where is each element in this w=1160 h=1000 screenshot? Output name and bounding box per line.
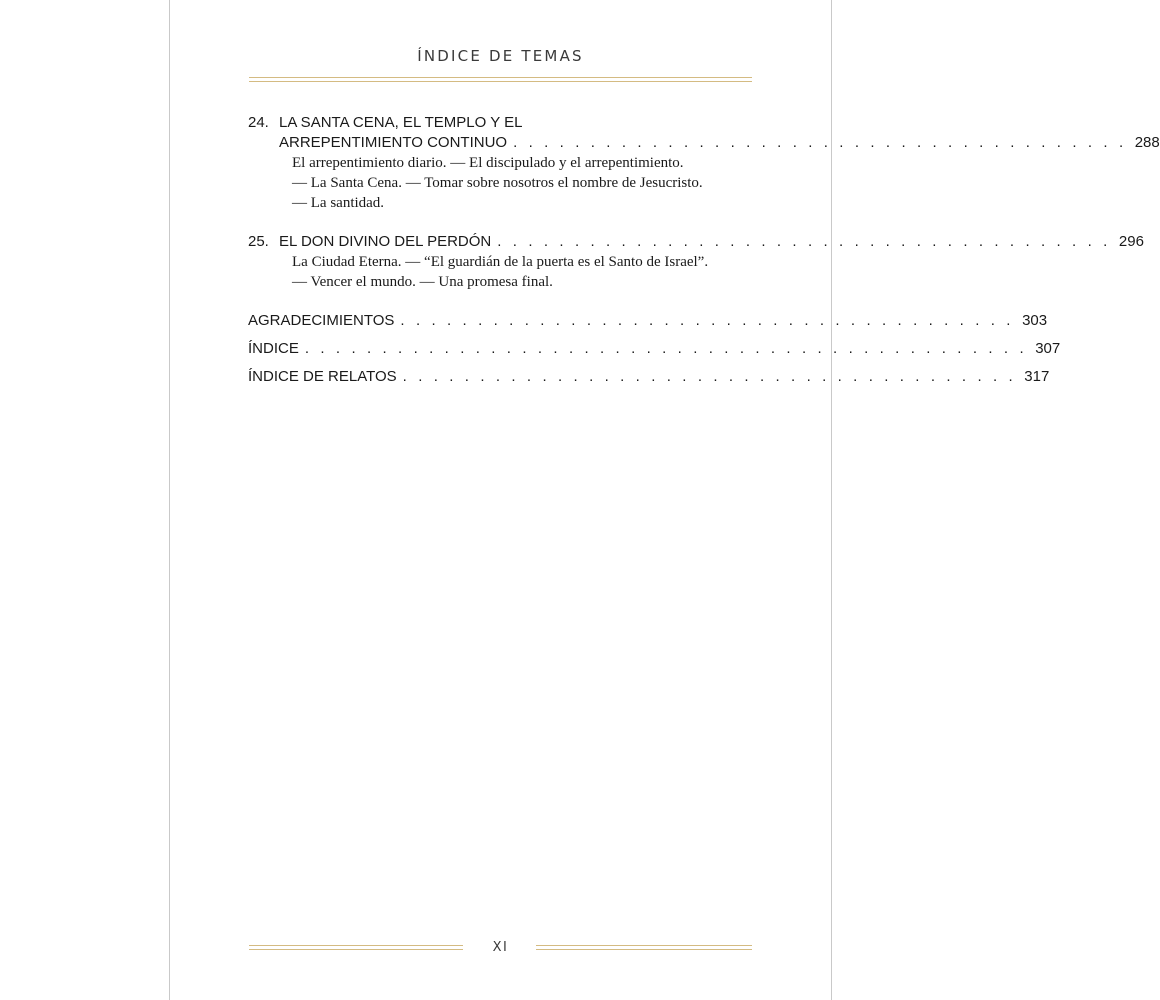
page-folio: XI [492, 940, 509, 955]
running-header: ÍNDICE DE TEMAS [417, 47, 584, 65]
entry-title: AGRADECIMIENTOS [248, 312, 395, 329]
toc-entry-title-row [248, 232, 1144, 252]
entry-page-number: 317 [1024, 368, 1050, 385]
dot-leader: . . . . . . . . . . . . . . . . . . . . . . . . . . . . . . . . . . . . . . . . [497, 233, 1111, 250]
dot-leader: . . . . . . . . . . . . . . . . . . . . . . . . . . . . . . . . . . . . . . . . [400, 312, 1015, 329]
toc-entry-25[interactable] [248, 232, 1144, 292]
entry-page-number: 288 [1134, 134, 1160, 151]
entry-title: EL DON DIVINO DEL PERDÓN [279, 233, 492, 250]
toc-entry-title-row [248, 113, 750, 133]
dot-leader: . . . . . . . . . . . . . . . . . . . . . . . . . . . . . . . . . . . . . . . . [402, 368, 1017, 385]
entry-number: 24. [248, 114, 269, 131]
entry-subtopic-line: — Vencer el mundo. — Una promesa final. [292, 274, 553, 290]
toc-backmatter-agradecimientos[interactable] [248, 311, 1048, 331]
toc-entry-title-row [248, 133, 1160, 153]
entry-title: ÍNDICE DE RELATOS [248, 368, 397, 385]
toc-backmatter-indice[interactable] [248, 339, 1061, 359]
entry-subtopic-line: — La santidad. [292, 195, 385, 211]
toc-backmatter-indice-de-relatos[interactable] [248, 367, 1050, 387]
entry-title: ARREPENTIMIENTO CONTINUO [279, 134, 508, 151]
entry-subtopic-line: El arrepentimiento diario. — El discipulado y el arrepentimiento. [292, 155, 684, 171]
table-of-contents [248, 113, 1160, 395]
footer-rule-right [536, 945, 752, 950]
entry-number: 25. [248, 233, 269, 250]
dot-leader: . . . . . . . . . . . . . . . . . . . . . . . . . . . . . . . . . . . . . . . . . . . . . . . [304, 340, 1028, 357]
header-rule [249, 77, 752, 82]
entry-page-number: 296 [1118, 233, 1144, 250]
entry-title: ÍNDICE [248, 340, 299, 357]
entry-page-number: 303 [1022, 312, 1048, 329]
entry-page-number: 307 [1035, 340, 1061, 357]
toc-entry-24[interactable] [248, 113, 1160, 213]
entry-title: LA SANTA CENA, EL TEMPLO Y EL [279, 114, 523, 131]
dot-leader: . . . . . . . . . . . . . . . . . . . . . . . . . . . . . . . . . . . . . . . . [513, 134, 1127, 151]
entry-subtopic-line: La Ciudad Eterna. — “El guardián de la puerta es el Santo de Israel”. [292, 254, 709, 270]
entry-subtopic-line: — La Santa Cena. — Tomar sobre nosotros el nombre de Jesucristo. [292, 175, 703, 191]
